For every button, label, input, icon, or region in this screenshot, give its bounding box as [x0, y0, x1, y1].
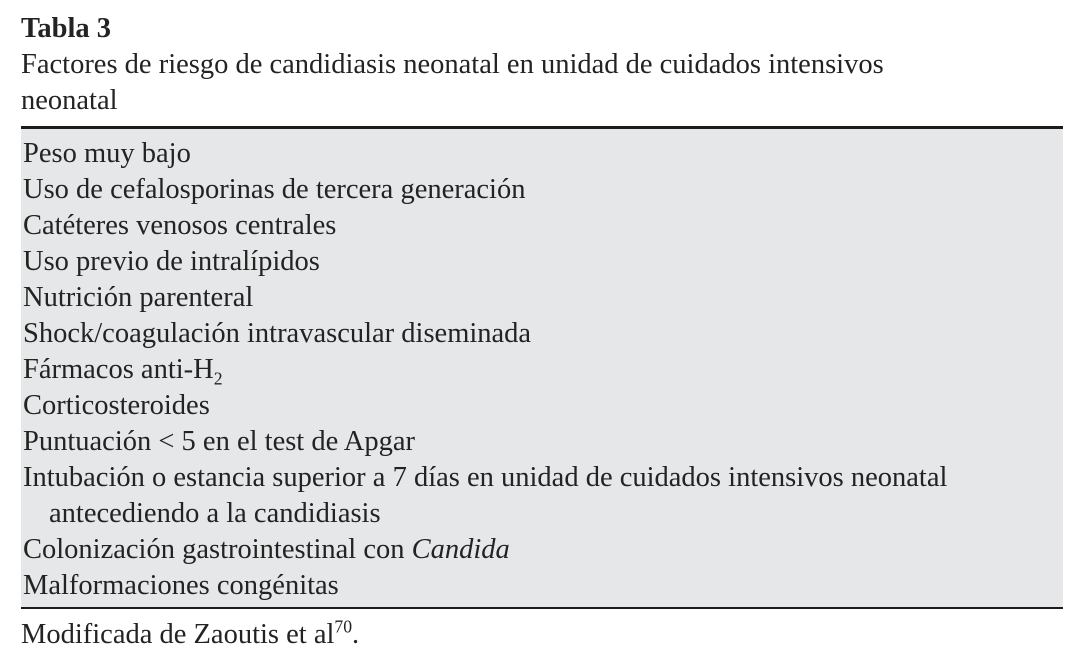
table-row: Fármacos anti-$H_2$	[23, 354, 223, 389]
table-row: Intubación o estancia superior a 7 días en unidad de cuidados intensivos neonatal antecediendo a la candidiasis	[23, 462, 948, 529]
table-row: Puntuación < 5 en el test de Apgar	[23, 426, 416, 457]
footnote-period: .	[352, 619, 360, 650]
table-row: Colonización gastrointestinal con Candida	[23, 534, 510, 565]
table-bottom-rule	[21, 607, 1063, 609]
table-row: Uso de cefalosporinas de tercera generación	[23, 174, 526, 205]
table-caption-line: Factores de riesgo de candidiasis neonatal en unidad de cuidados intensivos	[21, 49, 884, 80]
table-label: Tabla 3	[21, 13, 112, 44]
table-figure	[21, 11, 1063, 653]
table-row: Peso muy bajo	[23, 138, 191, 169]
table-row: Shock/coagulación intravascular diseminada	[23, 318, 532, 349]
table-caption-line: neonatal	[21, 85, 118, 116]
table-row: Catéteres venosos centrales	[23, 210, 337, 241]
table-row: Malformaciones congénitas	[23, 570, 339, 601]
table-body	[21, 129, 1063, 607]
footnote-text: Modificada de Zaoutis et al	[21, 619, 335, 650]
table-caption	[21, 47, 1063, 119]
table-row: Corticosteroides	[23, 390, 210, 421]
table-row: Uso previo de intralípidos	[23, 246, 320, 277]
table-footnote	[21, 617, 1063, 653]
footnote-reference-number: 70	[334, 616, 353, 637]
table-row: Nutrición parenteral	[23, 282, 254, 313]
